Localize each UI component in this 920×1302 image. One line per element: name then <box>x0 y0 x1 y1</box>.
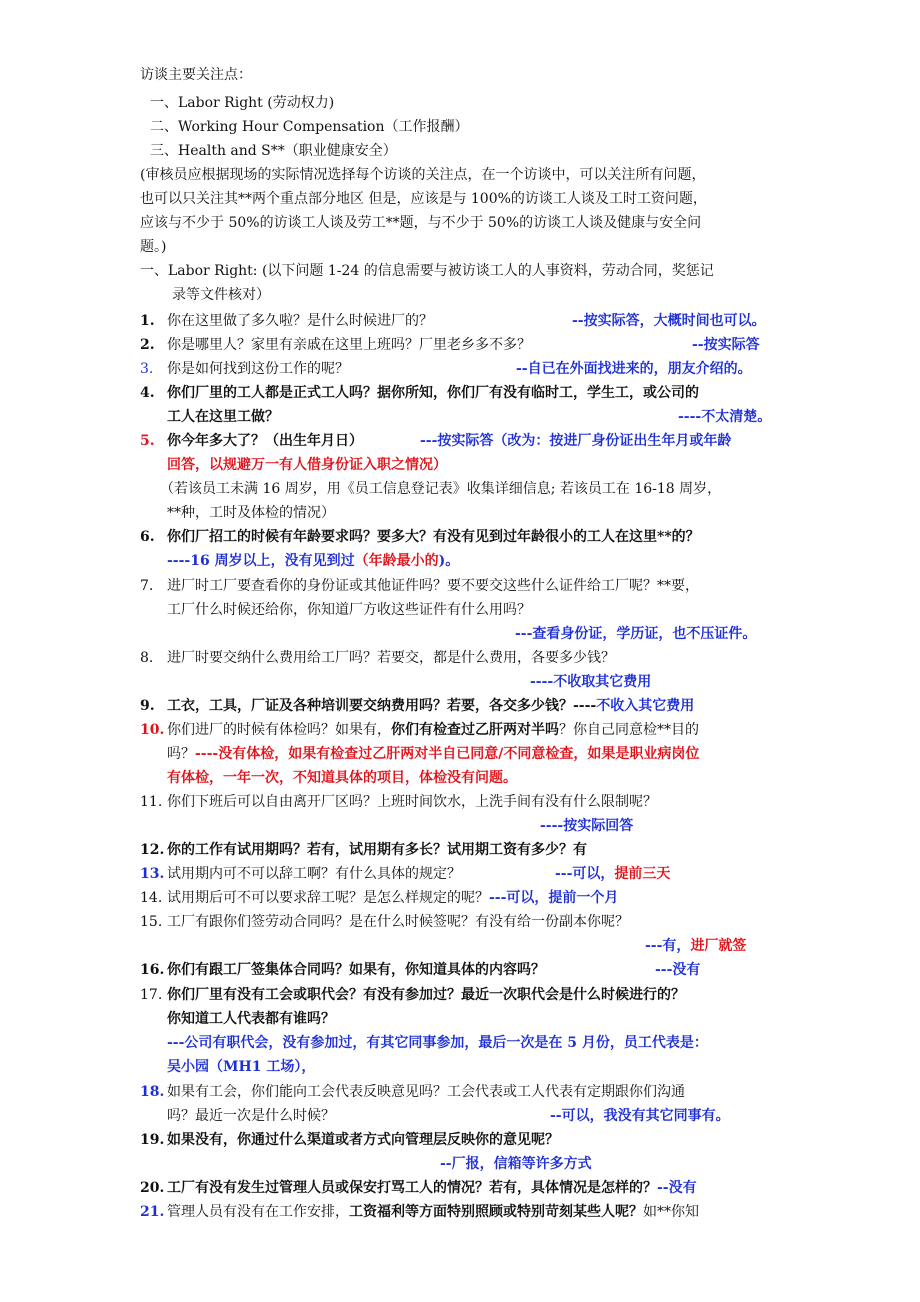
answer-line <box>555 863 670 885</box>
question-text-cont: 工人在这里工做？ <box>167 409 279 425</box>
note-text-cont: **种，工时及体检的情况） <box>167 505 335 521</box>
question-number: 11. <box>140 794 163 810</box>
question-text: 进厂时工厂要查看你的身份证或其他证件吗？要不要交这些什么证件给工厂呢？**要， <box>167 578 699 594</box>
question-number: 13. <box>140 866 165 882</box>
question-number: 14. <box>140 890 163 906</box>
question-number: 5. <box>140 433 155 449</box>
question-text-cont: 吗？最近一次是什么时候？ <box>167 1108 335 1124</box>
answer-text: ---可以，提前一个月 <box>489 890 619 906</box>
note-text: （若该员工未满 16 周岁，用《员工信息登记表》收集详细信息; 若该员工在 16-18 周岁， <box>160 481 722 497</box>
answer-text-cont: 吴小园（MH1 工场）， <box>167 1059 316 1075</box>
question-number: 2. <box>140 337 155 353</box>
answer-text: ---可以， <box>555 866 615 882</box>
answer-text: ----按实际回答 <box>540 818 634 834</box>
note-line: 也可以只关注其**两个重点部分地区 但是，应该是与 100%的访谈工人谈及工时工资问题， <box>140 191 707 207</box>
question-text-bold: 工资福利等方面特别照顾或特别苛刻某些人呢？ <box>349 1204 643 1220</box>
question-number: 19. <box>140 1132 165 1148</box>
question-number: 8. <box>140 650 154 666</box>
question-number: 18. <box>140 1084 165 1100</box>
answer-text-red: 提前三天 <box>614 866 671 882</box>
answer-text: ---按实际答（改为：按进厂身份证出生年月或年龄 <box>420 433 732 449</box>
question-text-bold: 你们有检查过乙肝两对半吗 <box>391 722 559 738</box>
question-text: 工衣，工具，厂证及各种培训要交纳费用吗？若要，各交多少钱？---- <box>167 698 597 714</box>
answer-text-red: （年龄最小的 <box>354 553 439 569</box>
question-text-cont: 吗？ <box>167 746 195 762</box>
answer-text-cont: 回答，以规避万一有人借身份证入职之情况） <box>167 457 447 473</box>
question-number: 21. <box>140 1204 165 1220</box>
question-line <box>167 1177 827 1199</box>
answer-text: --没有 <box>657 1180 697 1196</box>
section-heading-cont: 录等文件核对） <box>172 287 270 303</box>
note-line: 应该与不少于 50%的访谈工人谈及劳工**题，与不少于 50%的访谈工人谈及健康与安全问 <box>140 215 702 231</box>
question-text: 进厂时要交纳什么费用给工厂吗？若要交，都是什么费用，各要多少钱？ <box>167 650 615 666</box>
question-number: 20. <box>140 1180 165 1196</box>
question-number: 16. <box>140 962 165 978</box>
question-text: 你的工作有试用期吗？若有，试用期有多长？试用期工资有多少？有 <box>167 842 587 858</box>
focus-point-3: 三、Health and S**（职业健康安全） <box>150 143 397 159</box>
answer-text-cont: 有体检，一年一次，不知道具体的项目，体检没有问题。 <box>167 770 517 786</box>
answer-text-end: )。 <box>438 553 460 569</box>
question-line <box>167 1201 827 1223</box>
question-text: 你是如何找到这份工作的呢？ <box>167 361 349 377</box>
answer-text: --按实际答 <box>692 337 760 353</box>
question-text: 如果有工会，你们能向工会代表反映意见吗？工会代表或工人代表有定期跟你们沟通 <box>167 1084 685 1100</box>
question-text: 你是哪里人？家里有亲戚在这里上班吗？厂里老乡多不多？ <box>167 337 531 353</box>
question-text-end: ？你自己同意检**目的 <box>559 722 699 738</box>
answer-text: ----没有体检，如果有检查过乙肝两对半自已同意/不同意检查，如果是职业病岗位 <box>195 746 700 762</box>
question-text: 工厂有没有发生过管理人员或保安打骂工人的情况？若有，具体情况是怎样的？ <box>167 1180 657 1196</box>
section-heading: 一、Labor Right: (以下问题 1-24 的信息需要与被访谈工人的人事资料，劳动合同，奖惩记 <box>140 263 714 279</box>
answer-text: ---公司有职代会，没有参加过，有其它同事参加，最后一次是在 5 月份，员工代表是： <box>167 1035 708 1051</box>
question-text: 工厂有跟你们签劳动合同吗？是在什么时候签呢？有没有给一份副本你呢？ <box>167 914 629 930</box>
question-number: 12. <box>140 842 165 858</box>
question-text: 你们有跟工厂签集体合同吗？如果有，你知道具体的内容吗？ <box>167 962 545 978</box>
answer-line <box>645 935 746 957</box>
note-line: (审核员应根据现场的实际情况选择每个访谈的关注点，在一个访谈中，可以关注所有问题， <box>140 167 706 183</box>
question-text: 你们厂里的工人都是正式工人吗？据你所知，你们厂有没有临时工，学生工，或公司的 <box>167 385 699 401</box>
question-text: 你们厂招工的时候有年龄要求吗？要多大？有没有见到过年龄很小的工人在这里**的？ <box>167 529 700 545</box>
question-number: 9. <box>140 698 155 714</box>
answer-text: ----不收取其它费用 <box>530 674 652 690</box>
question-text: 试用期后可不可以要求辞工呢？是怎么样规定的呢？ <box>167 890 489 906</box>
question-number: 6. <box>140 529 155 545</box>
question-text-cont: 工厂什么时候还给你，你知道厂方收这些证件有什么用吗？ <box>167 602 531 618</box>
answer-text: --按实际答，大概时间也可以。 <box>572 313 766 329</box>
question-text: 你们下班后可以自由离开厂区吗？上班时间饮水，上洗手间有没有什么限制呢？ <box>167 794 657 810</box>
question-line <box>167 887 827 909</box>
focus-point-2: 二、Working Hour Compensation（工作报酬） <box>150 119 469 135</box>
question-text-end: 如**你知 <box>643 1204 699 1220</box>
focus-point-1: 一、Labor Right (劳动权力) <box>150 95 335 111</box>
question-text: 如果没有，你通过什么渠道或者方式向管理层反映你的意见呢？ <box>167 1132 559 1148</box>
answer-text: 不收入其它费用 <box>596 698 695 714</box>
answer-text: --可以，我没有其它同事有。 <box>550 1108 730 1124</box>
question-line <box>167 719 827 741</box>
answer-text: ---没有 <box>655 962 701 978</box>
question-number: 3. <box>140 361 154 377</box>
question-text: 你们进厂的时候有体检吗？如果有， <box>167 722 391 738</box>
question-text: 管理人员有没有在工作安排， <box>167 1204 349 1220</box>
question-number: 17. <box>140 987 163 1003</box>
answer-text: --自已在外面找进来的，朋友介绍的。 <box>516 361 752 377</box>
question-text: 试用期内可不可以辞工啊？有什么具体的规定？ <box>167 866 461 882</box>
answer-text: ---有， <box>645 938 691 954</box>
answer-line <box>167 550 827 572</box>
answer-line <box>167 743 827 765</box>
answer-line <box>167 695 827 717</box>
question-number: 7. <box>140 578 154 594</box>
question-text: 你今年多大了？（出生年月日） <box>167 433 363 449</box>
intro-heading: 访谈主要关注点： <box>140 67 252 83</box>
question-text: 你在这里做了多久啦？是什么时候进厂的？ <box>167 313 433 329</box>
answer-text: --厂报，信箱等许多方式 <box>440 1156 592 1172</box>
answer-text: ----16 周岁以上，没有见到过 <box>167 553 355 569</box>
question-number: 15. <box>140 914 163 930</box>
question-number: 1. <box>140 313 155 329</box>
question-number: 10. <box>140 722 165 738</box>
answer-text-red: 进厂就签 <box>690 938 747 954</box>
answer-text: ---查看身份证，学历证，也不压证件。 <box>515 626 757 642</box>
question-text-cont: 你知道工人代表都有谁吗？ <box>167 1011 335 1027</box>
question-text: 你们厂里有没有工会或职代会？有没有参加过？最近一次职代会是什么时候进行的？ <box>167 987 685 1003</box>
answer-text: ----不太清楚。 <box>678 409 772 425</box>
question-number: 4. <box>140 385 155 401</box>
note-line: 题。) <box>140 239 167 255</box>
